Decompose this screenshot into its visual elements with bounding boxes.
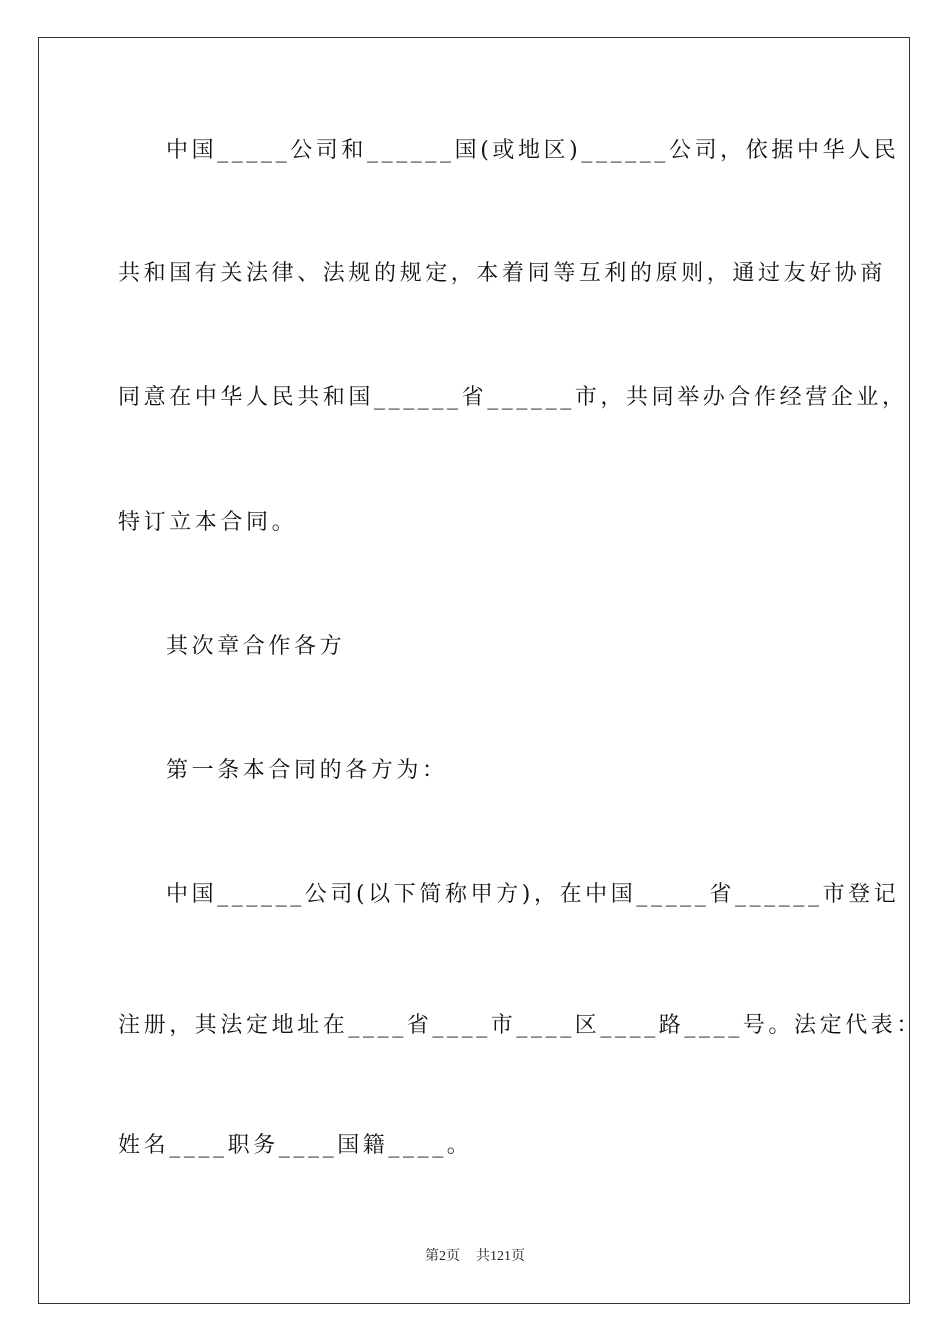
page-total: 共121页 <box>476 1249 525 1264</box>
page-footer <box>0 1247 950 1267</box>
page-frame <box>38 37 910 1304</box>
page-number: 第2页 <box>425 1249 460 1264</box>
paragraph-line-6: 注册，其法定地址在____省____市____区____路____号。法定代表： <box>118 1013 923 1038</box>
section-heading: 其次章合作各方 <box>166 634 346 659</box>
paragraph-line-4: 特订立本合同。 <box>118 510 298 535</box>
paragraph-line-5: 中国______公司(以下简称甲方)，在中国_____省______市登记 <box>166 882 900 907</box>
article-heading: 第一条本合同的各方为： <box>166 758 448 783</box>
paragraph-line-7: 姓名____职务____国籍____。 <box>118 1133 473 1158</box>
paragraph-line-3: 同意在中华人民共和国______省______市，共同举办合作经营企业， <box>118 385 908 410</box>
paragraph-line-1: 中国_____公司和______国(或地区)______公司，依据中华人民 <box>166 138 900 163</box>
paragraph-line-2: 共和国有关法律、法规的规定，本着同等互利的原则，通过友好协商 <box>118 261 887 286</box>
